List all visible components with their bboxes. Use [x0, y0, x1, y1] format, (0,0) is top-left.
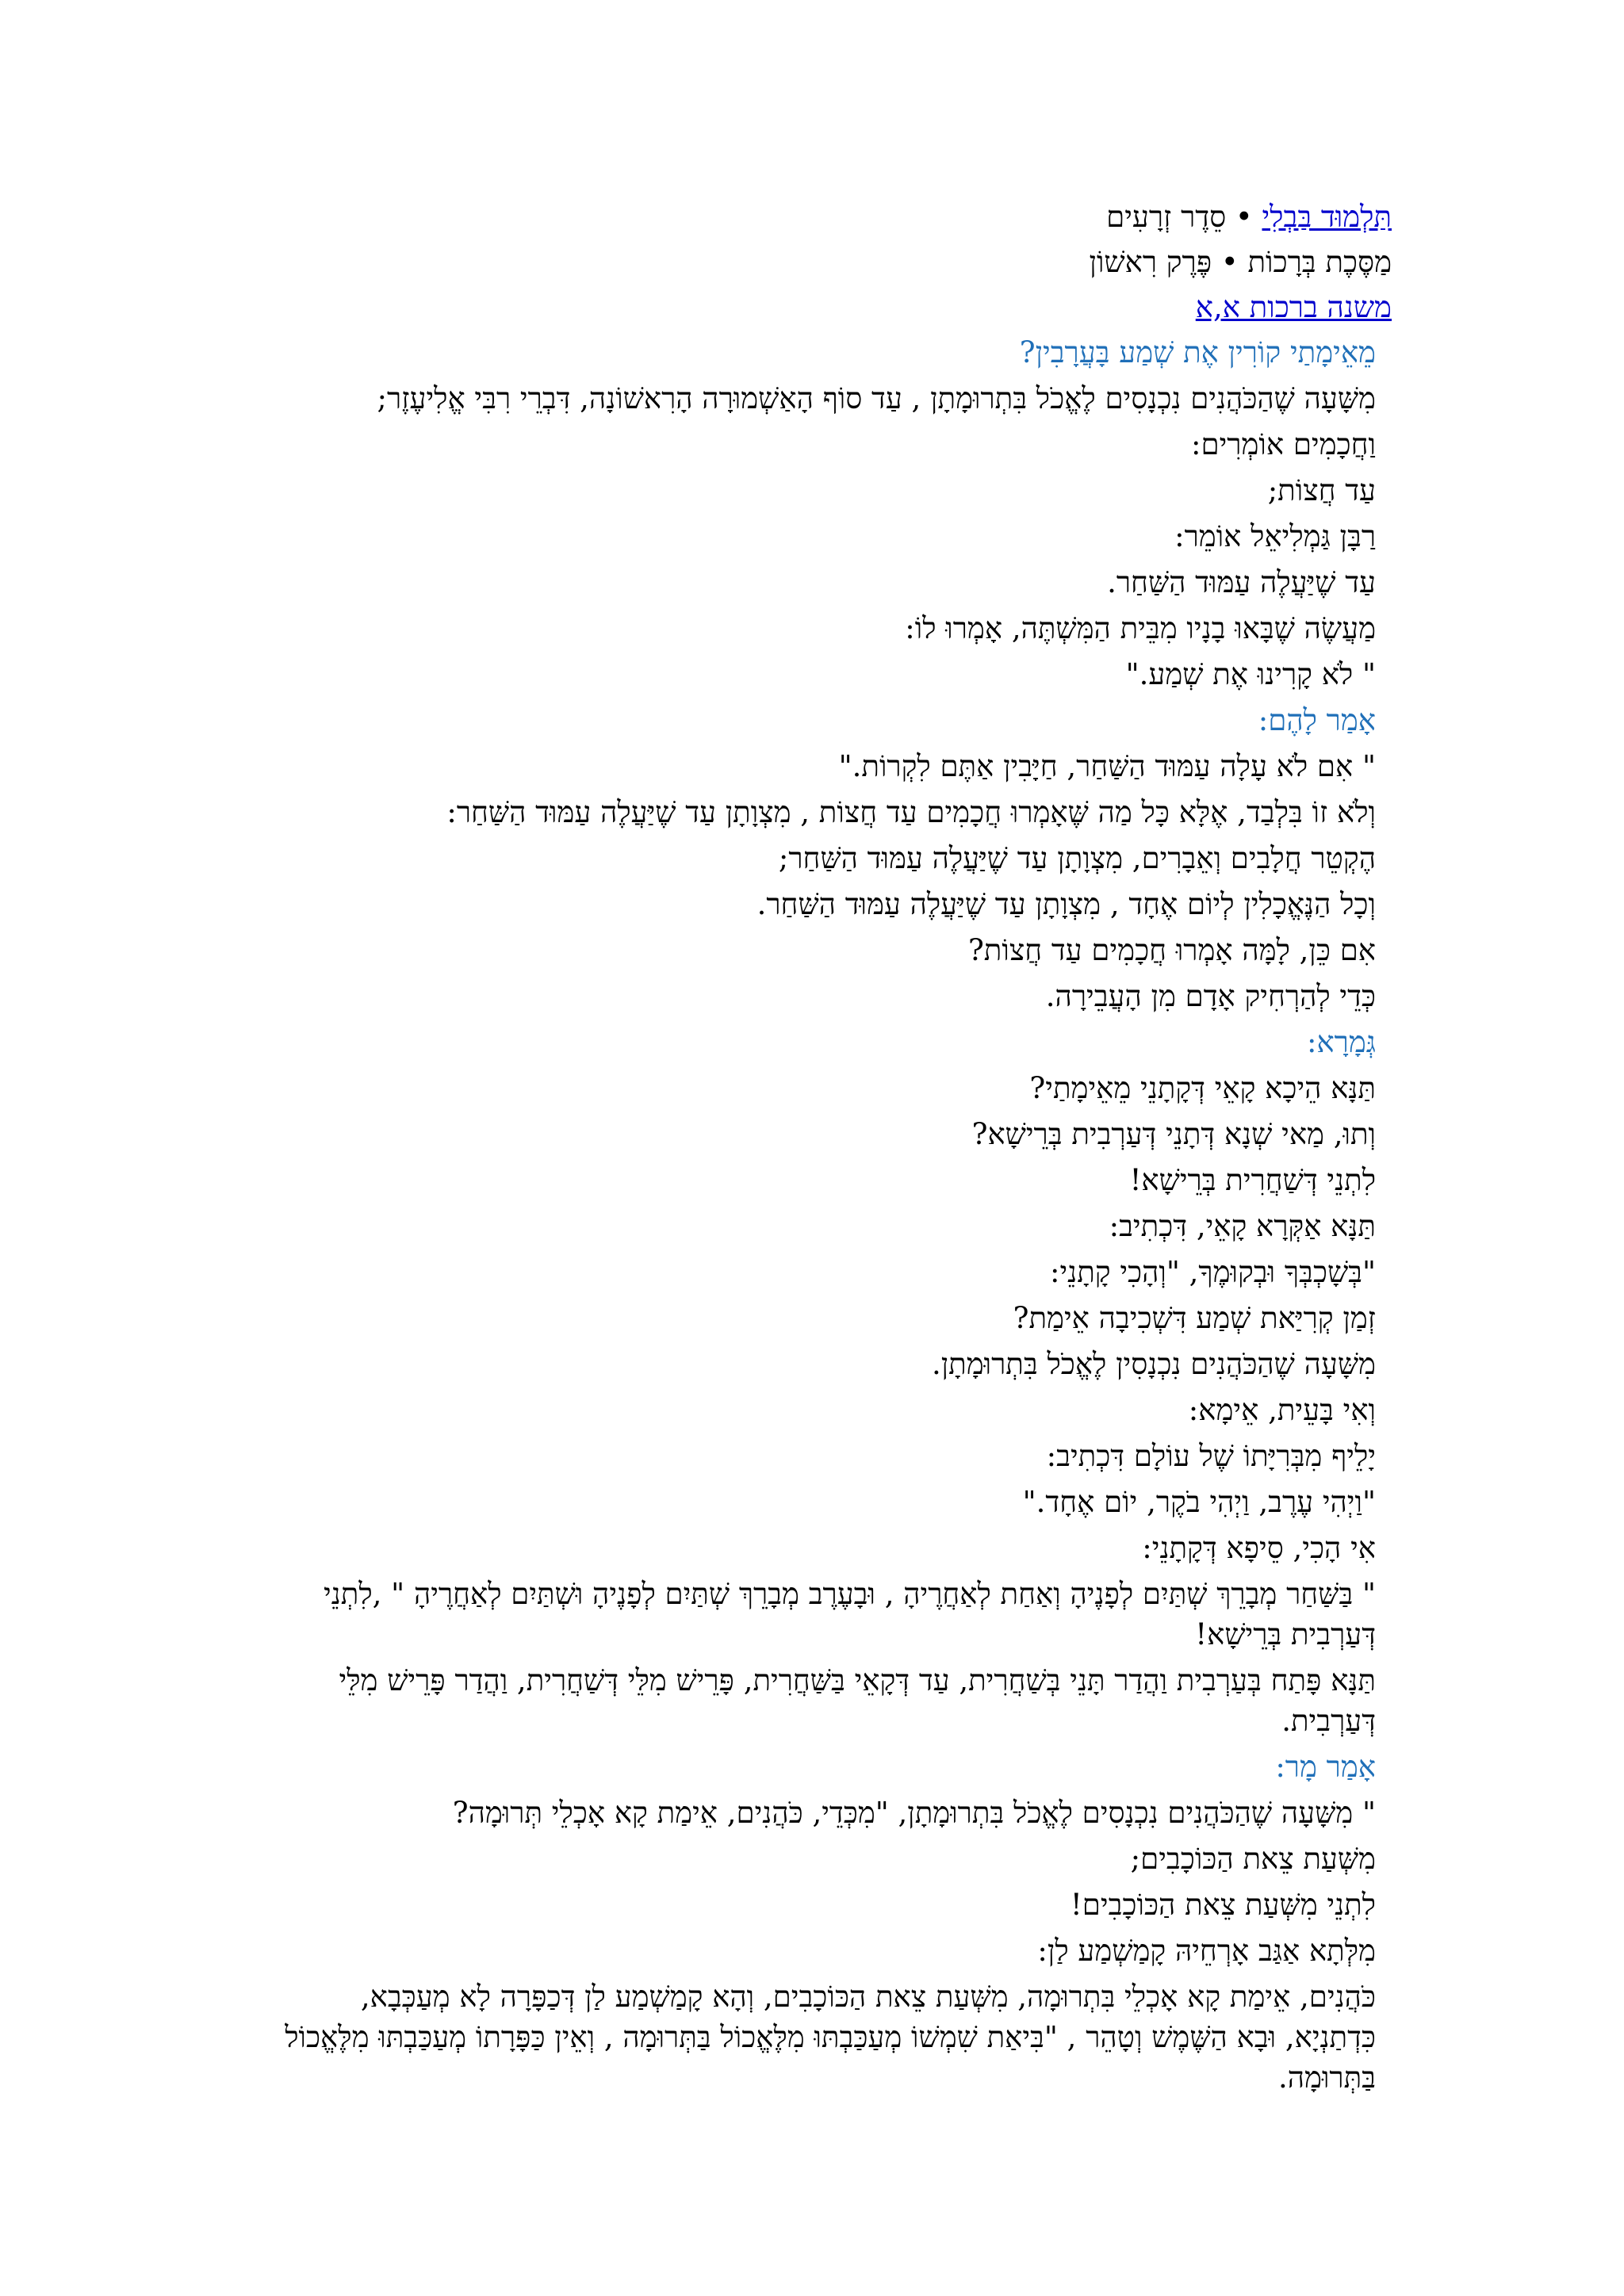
breadcrumb — [262, 197, 1392, 237]
text-line: וְלֹא זוֹ בִּלְבַד, אֶלָּא כָּל מַה שֶּׁאָמְרוּ חֲכָמִים עַד חֲצוֹת , מִצְוָתָן עַד שֶׁיַּעֲלֶה עַמּוּד הַשַּׁחַר: — [446, 795, 1376, 829]
text-line: עַד חֲצוֹת; — [1267, 473, 1376, 507]
text-line: וְתוּ, מַאי שְׁנָא דְּתָנֵי דְּעַרְבִית בְּרֵישָׁא? — [971, 1117, 1376, 1151]
text-line: כֹּהֲנִים, אֵימַת קָא אָכְלֵי בִּתְרוּמָה, מִשְּׁעַת צֵאת הַכּוֹכָבִים, וְהָא קָמַשְׁמַע לַן דְּכַפָּרָה לָא מְעַכְּבָא, כִּדְתַנְיָא, וּבָא הַשֶּׁמֶשׁ וְטָהֵר , "בִּיאַת שִׁמְשׁוֹ מְעַכַּבְתּוּ מִלֶּאֱכוֹל בַּתְּרוּמָה , וְאֵין כַּפָּרָתוֹ מְעַכַּבְתּוּ מִלֶּאֱכוֹל בַּתְּרוּמָה. — [285, 1980, 1376, 2095]
text-line: אִי הָכִי, סֵיפָא דְּקָתָנֵי: — [1142, 1531, 1376, 1565]
text-line: וְאִי בָּעֵית, אֵימָא: — [1188, 1393, 1376, 1427]
text-line: תַּנָּא אַקְּרָא קָאֵי, דִּכְתִיב: — [1109, 1209, 1376, 1243]
text-line: "וַיְהִי עֶרֶב, וַיְהִי בֹקֶר, יוֹם אֶחָד." — [1022, 1485, 1376, 1519]
text-line: לִתְנֵי דְּשַׁחֲרִית בְּרֵישָׁא! — [1129, 1163, 1376, 1197]
masechet-title: מַסֶּכֶת בְּרָכוֹת — [1247, 245, 1392, 279]
section-heading: אָמַר לָהֶם: — [1258, 703, 1376, 737]
text-line: וְכָל הַנֶּאֱכָלִין לְיוֹם אֶחָד , מִצְוָתָן עַד שֶׁיַּעֲלֶה עַמּוּד הַשַּׁחַר. — [756, 887, 1376, 921]
talmud-bavli-link[interactable]: תַּלְמוּד בַּבְלִי — [1262, 200, 1392, 234]
perek-title: פֶּרֶק רִאשׁוֹן — [1089, 245, 1212, 279]
text-line: יָלֵיף מִבְּרִיָּתוֹ שֶׁל עוֹלָם דִּכְתִיב: — [1046, 1439, 1376, 1473]
text-line: מִלְּתָא אַגַּב אָרְחֵיהּ קָמַשְׁמַע לַן: — [1037, 1934, 1376, 1968]
text-lines — [262, 332, 1392, 2098]
text-line: הֶקְטֵר חֲלָבִים וְאֵבָרִים, מִצְוָתָן עַד שֶׁיַּעֲלֶה עַמּוּד הַשַּׁחַר; — [778, 841, 1376, 875]
text-line: זְמַן קְרִיַּאת שְׁמַע דִּשְׁכִיבָה אֵימַת? — [1013, 1301, 1376, 1335]
breadcrumb-separator: • — [1212, 245, 1248, 279]
text-line: לִתְנֵי מִשְּׁעַת צֵאת הַכּוֹכָבִים! — [1070, 1888, 1376, 1922]
text-line: " מִשָּׁעָה שֶׁהַכֹּהֲנִים נִכְנָסִים לֶאֱכֹל בִּתְרוּמָתָן, "מִכְּדֵי, כֹּהֲנִים, אֵימַת קָא אָכְלֵי תְּרוּמָה? — [452, 1796, 1376, 1830]
section-heading: גְּמָרָא: — [1307, 1025, 1376, 1059]
breadcrumb-separator: • — [1226, 200, 1262, 234]
mishna-berachot-link[interactable]: משנה ברכות א,א — [1195, 290, 1392, 324]
text-line: תַּנָּא הֵיכָא קָאֵי דְּקָתָנֵי מֵאֵימָתַי? — [1029, 1071, 1376, 1105]
text-line: וַחֲכָמִים אוֹמְרִים: — [1191, 427, 1376, 461]
text-line: " אִם לֹא עָלָה עַמּוּד הַשַּׁחַר, חַיָּבִין אַתֶּם לִקְרוֹת." — [838, 749, 1376, 783]
text-line: תַּנָּא פָּתַח בְּעַרְבִית וַהֲדַר תָּנֵי בְּשַׁחֲרִית, עַד דְּקָאֵי בַּשַּׁחֲרִית, פָּרֵישׁ מִלֵּי דְּשַׁחֲרִית, וַהֲדַר פָּרֵישׁ מִלֵּי דְּעַרְבִית. — [339, 1663, 1376, 1738]
text-line: רַבָּן גַּמְלִיאֵל אוֹמֵר: — [1174, 519, 1376, 553]
text-line: מִשָּׁעָה שֶׁהַכֹּהֲנִים נִכְנָסִים לֶאֱכֹל בִּתְרוּמָתָן , עַד סוֹף הָאַשְׁמוּרָה הָרִאשׁוֹנָה, דִּבְרֵי רִבִּי אֱלִיעֶזֶר; — [377, 381, 1376, 415]
text-line: מִשְּׁעַת צֵאת הַכּוֹכָבִים; — [1130, 1842, 1376, 1876]
document-body — [262, 197, 1392, 2103]
text-line: " בַּשַּׁחַר מְבָרֵךְ שְׁתַּיִם לְפָנֶיהָ וְאַחַת לְאַחֲרֶיהָ , וּבָעֶרֶב מְבָרֵךְ שְׁתַּיִם לְפָנֶיהָ וּשְׁתַּיִם לְאַחֲרֶיהָ " ,לִתְנֵי דְּעַרְבִית בְּרֵישָׁא! — [324, 1577, 1376, 1651]
text-line: "בְּשָׁכְבְּךָ וּבְקוּמֶךָ, "וְהָכִי קָתָנֵי: — [1050, 1255, 1376, 1289]
section-heading: מֵאֵימָתַי קוֹרִין אֶת שְׁמַע בָּעֲרָבִין? — [1019, 335, 1376, 369]
text-line: מַעֲשֶׂה שֶׁבָּאוּ בָנָיו מִבֵּית הַמִּשְׁתֶּה, אָמְרוּ לוֹ: — [905, 611, 1376, 645]
text-line: עַד שֶׁיַּעֲלֶה עַמּוּד הַשַּׁחַר. — [1107, 565, 1376, 599]
text-line: " לֹא קָרִינוּ אֶת שְׁמַע." — [1125, 657, 1376, 691]
seder-title: סֵדֶר זְרָעִים — [1106, 200, 1227, 234]
text-line: מִשָּׁעָה שֶׁהַכֹּהֲנִים נִכְנָסִין לֶאֱכֹל בִּתְרוּמָתָן. — [931, 1347, 1376, 1381]
text-line: אִם כֵּן, לָמָּה אָמְרוּ חֲכָמִים עַד חֲצוֹת? — [967, 933, 1376, 967]
mishna-link-row — [262, 287, 1392, 327]
text-line: כְּדֵי לְהַרְחִיק אָדָם מִן הָעֲבֵירָה. — [1045, 979, 1376, 1013]
section-heading: אָמַר מָר: — [1275, 1750, 1376, 1784]
tractate-chapter — [262, 242, 1392, 282]
